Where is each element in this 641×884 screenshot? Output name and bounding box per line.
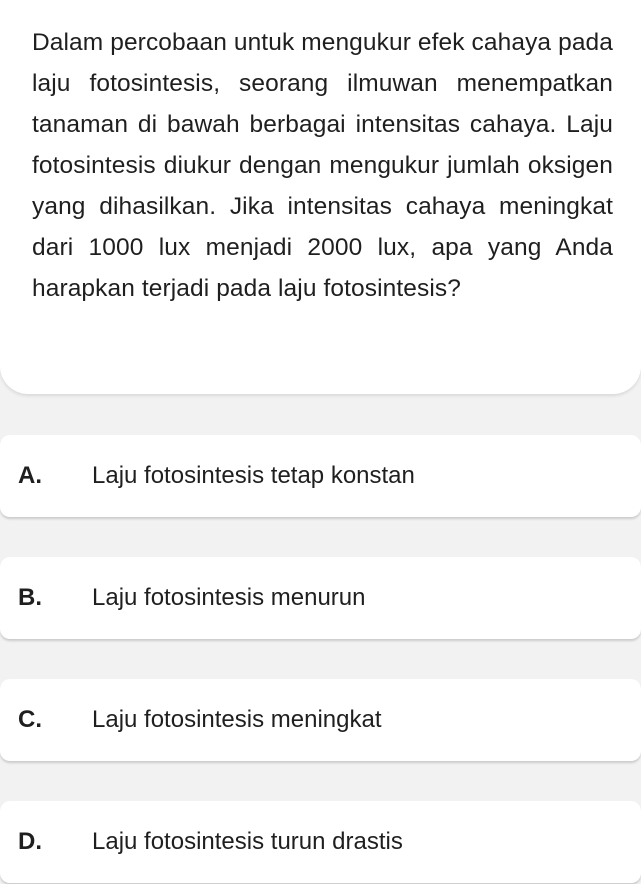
answer-option-c[interactable] <box>0 679 641 761</box>
option-text: Laju fotosintesis menurun <box>92 584 366 611</box>
question-text: Dalam percobaan untuk mengukur efek cahaya pada laju fotosintesis, seorang ilmuwan menempatkan tanaman di bawah berbagai intensitas cahaya. Laju fotosintesis diukur dengan mengukur jumlah oksigen yang dihasilkan. Jika intensitas cahaya meningkat dari 1000 lux menjadi 2000 lux, apa yang Anda harapkan terjadi pada laju fotosintesis? <box>32 29 613 302</box>
option-letter: A. <box>18 462 42 489</box>
option-letter: D. <box>18 828 42 855</box>
option-text: Laju fotosintesis meningkat <box>92 706 382 733</box>
answer-option-b[interactable] <box>0 557 641 639</box>
option-letter: C. <box>18 706 42 733</box>
option-text: Laju fotosintesis turun drastis <box>92 828 403 855</box>
option-letter: B. <box>18 584 42 611</box>
answer-option-a[interactable] <box>0 435 641 517</box>
answer-option-d[interactable] <box>0 801 641 883</box>
question-card <box>0 0 641 394</box>
option-text: Laju fotosintesis tetap konstan <box>92 462 415 489</box>
